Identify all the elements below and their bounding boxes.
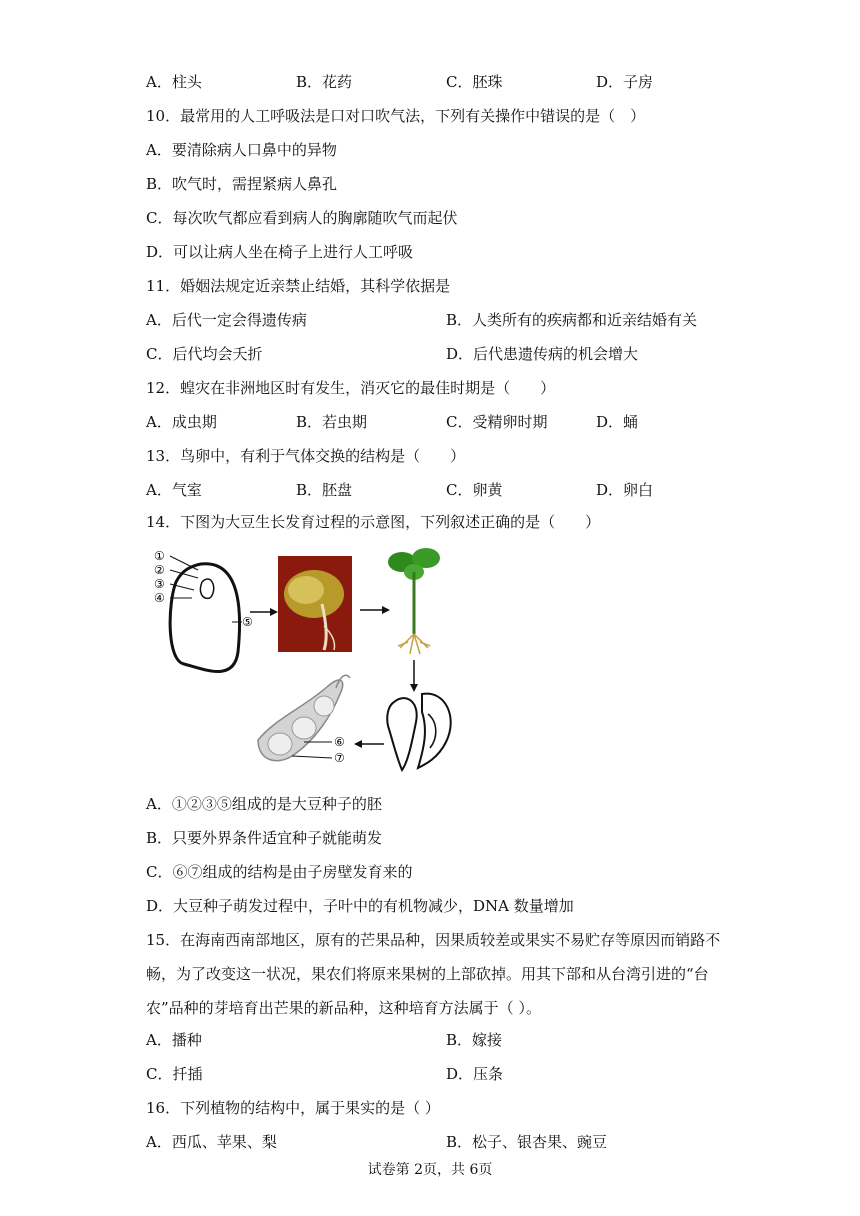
q13-stem: 13．鸟卵中，有利于气体交换的结构是（ ）	[146, 447, 466, 465]
seedling-drawing	[388, 548, 440, 654]
q12-option-b: B．若虫期	[296, 413, 368, 431]
q14-option-c: C．⑥⑦组成的结构是由子房壁发育来的	[146, 863, 413, 881]
q15-stem-line-3: 农”品种的芽培育出芒果的新品种，这种培育方法属于（ ）。	[146, 999, 541, 1017]
page-footer: 试卷第 2页，共 6页	[367, 1162, 493, 1178]
q16-stem: 16．下列植物的结构中，属于果实的是（ ）	[146, 1099, 440, 1117]
q14-option-b: B．只要外界条件适宜种子就能萌发	[146, 829, 383, 847]
q10-option-a: A．要清除病人口鼻中的异物	[146, 141, 337, 159]
q16-option-a: A．西瓜、苹果、梨	[146, 1133, 277, 1151]
q12-option-d: D．蛹	[596, 413, 639, 431]
q14-stem: 14．下图为大豆生长发育过程的示意图，下列叙述正确的是（ ）	[146, 513, 601, 531]
soybean-lifecycle-figure	[146, 542, 566, 782]
q13-option-b: B．胚盘	[296, 481, 353, 499]
label-1: ①	[154, 549, 165, 563]
q9-option-a: A．柱头	[146, 73, 202, 91]
q11-option-b: B．人类所有的疾病都和近亲结婚有关	[446, 311, 698, 329]
q15-option-c: C．扦插	[146, 1065, 203, 1083]
q11-option-a: A．后代一定会得遗传病	[146, 311, 307, 329]
q9-option-b: B．花药	[296, 73, 353, 91]
q15-stem-line-2: 畅，为了改变这一状况，果农们将原来果树的上部砍掉。用其下部和从台湾引进的“台	[146, 965, 709, 983]
q9-option-d: D．子房	[596, 73, 654, 91]
q12-stem: 12．蝗灾在非洲地区时有发生，消灭它的最佳时期是（ ）	[146, 379, 556, 397]
q11-option-c: C．后代均会夭折	[146, 345, 263, 363]
q10-option-c: C．每次吹气都应看到病人的胸廓随吹气而起伏	[146, 209, 458, 227]
q16-option-b: B．松子、银杏果、豌豆	[446, 1133, 608, 1151]
q13-option-c: C．卵黄	[446, 481, 503, 499]
q11-stem: 11．婚姻法规定近亲禁止结婚，其科学依据是	[146, 277, 451, 295]
q14-option-d: D．大豆种子萌发过程中，子叶中的有机物减少，DNA 数量增加	[146, 897, 574, 915]
q15-option-d: D．压条	[446, 1065, 504, 1083]
q9-option-c: C．胚珠	[446, 73, 503, 91]
q11-option-d: D．后代患遗传病的机会增大	[446, 345, 639, 363]
q15-option-a: A．播种	[146, 1031, 202, 1049]
q10-option-d: D．可以让病人坐在椅子上进行人工呼吸	[146, 243, 414, 261]
q13-option-a: A．气室	[146, 481, 202, 499]
label-7: ⑦	[334, 751, 345, 765]
q15-option-b: B．嫁接	[446, 1031, 503, 1049]
label-4: ④	[154, 591, 165, 605]
q10-stem: 10．最常用的人工呼吸法是口对口吹气法，下列有关操作中错误的是（ ）	[146, 107, 646, 125]
q12-option-c: C．受精卵时期	[446, 413, 548, 431]
label-5: ⑤	[242, 615, 253, 629]
label-2: ②	[154, 563, 165, 577]
q10-option-b: B．吹气时，需捏紧病人鼻孔	[146, 175, 338, 193]
q13-option-d: D．卵白	[596, 481, 654, 499]
q14-option-a: A．①②③⑤组成的是大豆种子的胚	[146, 795, 382, 813]
q15-stem-line-1: 15．在海南西南部地区，原有的芒果品种，因果质较差或果实不易贮存等原因而销路不	[146, 931, 721, 949]
label-3: ③	[154, 577, 165, 591]
q12-option-a: A．成虫期	[146, 413, 217, 431]
label-6: ⑥	[334, 735, 345, 749]
flower-drawing	[387, 694, 450, 770]
